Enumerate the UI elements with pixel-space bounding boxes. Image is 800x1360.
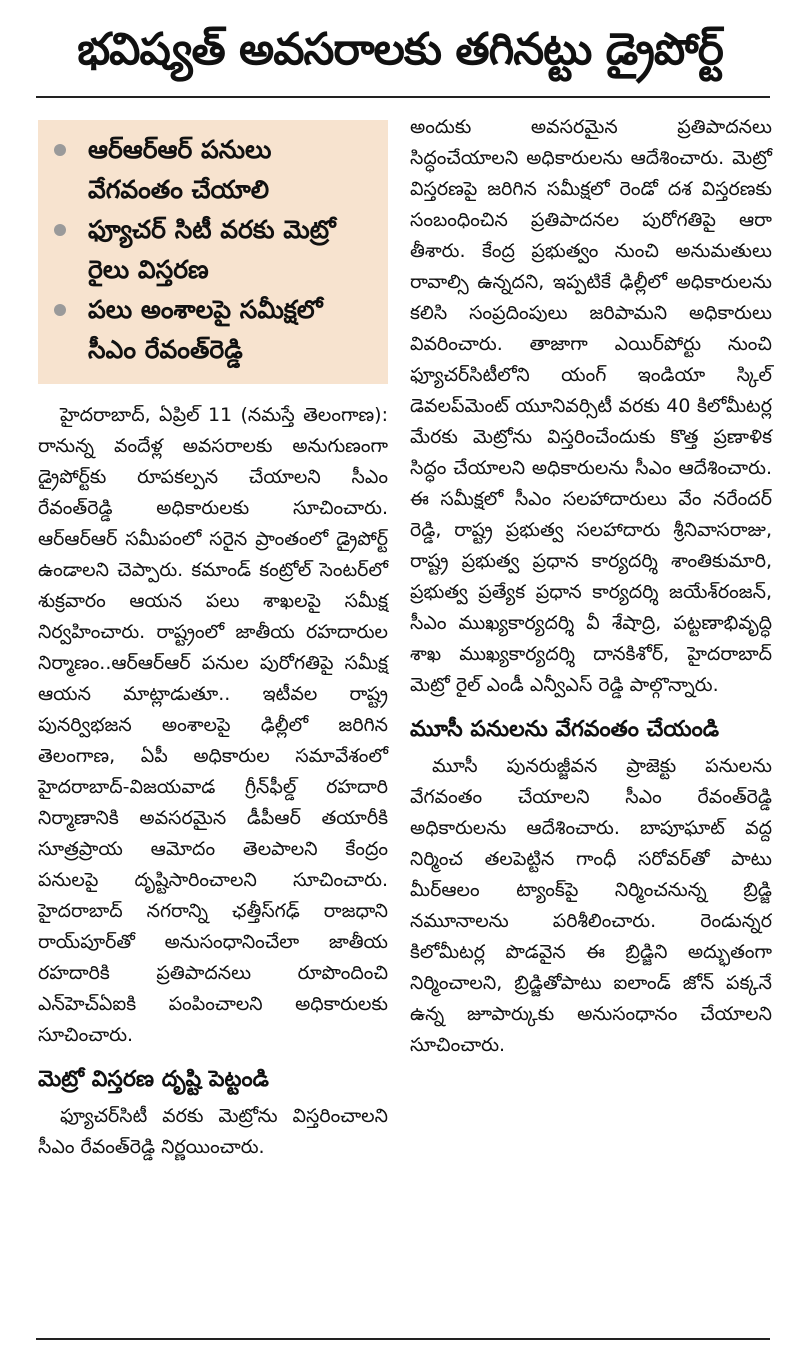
intro-paragraph: హైదరాబాద్, ఏప్రిల్ 11 (నమస్తే తెలంగాణ): రానున్న వందేళ్ల అవసరాలకు అనుగుణంగా డ్రైపోర్ట్‌కు రూపకల్పన చేయాలని సీఎం రేవంత్‌రెడ్డి అధికారులకు సూచించారు. ఆర్ఆర్ఆర్ సమీపంలో సరైన ప్రాంతంలో డ్రైపోర్ట్ ఉండాలని చెప్పారు. కమాండ్ కంట్రోల్ సెంటర్‌లో శుక్రవారం ఆయన పలు శాఖలపై సమీక్ష నిర్వహించారు. రాష్ట్రంలో జాతీయ రహదారుల నిర్మాణం..ఆర్ఆర్ఆర్ పనుల పురోగతిపై సమీక్ష ఆయన మాట్లాడుతూ.. ఇటీవల రాష్ట్ర పునర్విభజన అంశాలపై ఢిల్లీలో జరిగిన తెలంగాణ, ఏపీ అధికారుల సమావేశంలో హైదరాబాద్-విజయవాడ గ్రీన్‌ఫీల్డ్ రహదారి నిర్మాణానికి అవసరమైన డీపీఆర్ తయారీకి సూత్రప్రాయ ఆమోదం తెలపాలని కేంద్రం పనులపై దృష్టిసారించాలని సూచించారు. హైదరాబాద్ నగరాన్ని ఛత్తీస్‌గఢ్ రాజధాని రాయ్‌పూర్‌తో అనుసంధానించేలా జాతీయ రహదారికి ప్రతిపాదనలు రూపొందించి ఎన్‌హెచ్ఏఐకి పంపించాలని అధికారులకు సూచించారు. — [38, 404, 388, 1046]
bullet-icon — [54, 304, 66, 316]
bullet-icon — [54, 144, 66, 156]
highlights-box — [38, 120, 388, 384]
highlight-text: పలు అంశాలపై సమీక్షలో సీఎం రేవంత్‌రెడ్డి — [88, 295, 323, 364]
metro-paragraph: ఫ్యూచర్‌సిటీ వరకు మెట్రోను విస్తరించాలని సీఎం రేవంత్‌రెడ్డి నిర్ణయించారు. — [38, 1105, 388, 1158]
right-column — [410, 112, 772, 1061]
bottom-rule — [36, 1338, 770, 1340]
musi-subheading: మూసీ పనులను వేగవంతం చేయండి — [410, 717, 720, 742]
left-column — [38, 120, 388, 1163]
highlight-item — [54, 210, 374, 290]
headline-rule — [36, 96, 770, 98]
highlight-text: ఫ్యూచర్ సిటీ వరకు మెట్రో రైలు విస్తరణ — [88, 215, 336, 284]
metro-subheading: మెట్రో విస్తరణ దృష్టి పెట్టండి — [38, 1067, 269, 1092]
highlight-item — [54, 130, 374, 210]
headline: భవిష్యత్ అవసరాలకు తగినట్టు డ్రైపోర్ట్ — [77, 24, 723, 75]
highlight-item — [54, 290, 374, 370]
highlight-text: ఆర్ఆర్ఆర్ పనులు వేగవంతం చేయాలి — [88, 135, 272, 204]
musi-paragraph: మూసీ పునరుజ్జీవన ప్రాజెక్టు పనులను వేగవంతం చేయాలని సీఎం రేవంత్‌రెడ్డి అధికారులను ఆదేశించారు. బాపూఘాట్ వద్ద నిర్మించ తలపెట్టిన గాంధీ సరోవర్‌తో పాటు మీర్‌ఆలం ట్యాంక్‌పై నిర్మించనున్న బ్రిడ్జి నమూనాలను పరిశీలించారు. రెండున్నర కిలోమీటర్ల పొడవైన ఈ బ్రిడ్జిని అద్భుతంగా నిర్మించాలని, బ్రిడ్జితోపాటు ఐలాండ్ జోన్ పక్కనే ఉన్న జూపార్కుకు అనుసంధానం చేయాలని సూచించారు. — [410, 755, 772, 1056]
bullet-icon — [54, 224, 66, 236]
continuation-paragraph: అందుకు అవసరమైన ప్రతిపాదనలు సిద్ధంచేయాలని అధికారులను ఆదేశించారు. మెట్రో విస్తరణపై జరిగిన సమీక్షలో రెండో దశ విస్తరణకు సంబంధించిన ప్రతిపాదనల పురోగతిపై ఆరా తీశారు. కేంద్ర ప్రభుత్వం నుంచి అనుమతులు రావాల్సి ఉన్నదని, ఇప్పటికే ఢిల్లీలో అధికారులను కలిసి సంప్రదింపులు జరిపామని అధికారులు వివరించారు. తాజాగా ఎయిర్‌పోర్టు నుంచి ఫ్యూచర్‌సిటీలోని యంగ్ ఇండియా స్కిల్ డెవలప్‌మెంట్ యూనివర్సిటీ వరకు 40 కిలోమీటర్ల మేరకు మెట్రోను విస్తరించేందుకు కొత్త ప్రణాళిక సిద్ధం చేయాలని అధికారులను సీఎం ఆదేశించారు. ఈ సమీక్షలో సీఎం సలహాదారులు వేం నరేందర్ రెడ్డి, రాష్ట్ర ప్రభుత్వ సలహాదారు శ్రీనివాసరాజు, రాష్ట్ర ప్రభుత్వ ప్రధాన కార్యదర్శి శాంతికుమారి, ప్రభుత్వ ప్రత్యేక ప్రధాన కార్యదర్శి జయేశ్‌రంజన్, సీఎం ముఖ్యకార్యదర్శి వీ శేషాద్రి, పట్టణాభివృద్ధి శాఖ ముఖ్యకార్యదర్శి దానకిశోర్, హైదరాబాద్ మెట్రో రైల్ ఎండీ ఎన్వీఎస్ రెడ్డి పాల్గొన్నారు. — [410, 116, 772, 696]
